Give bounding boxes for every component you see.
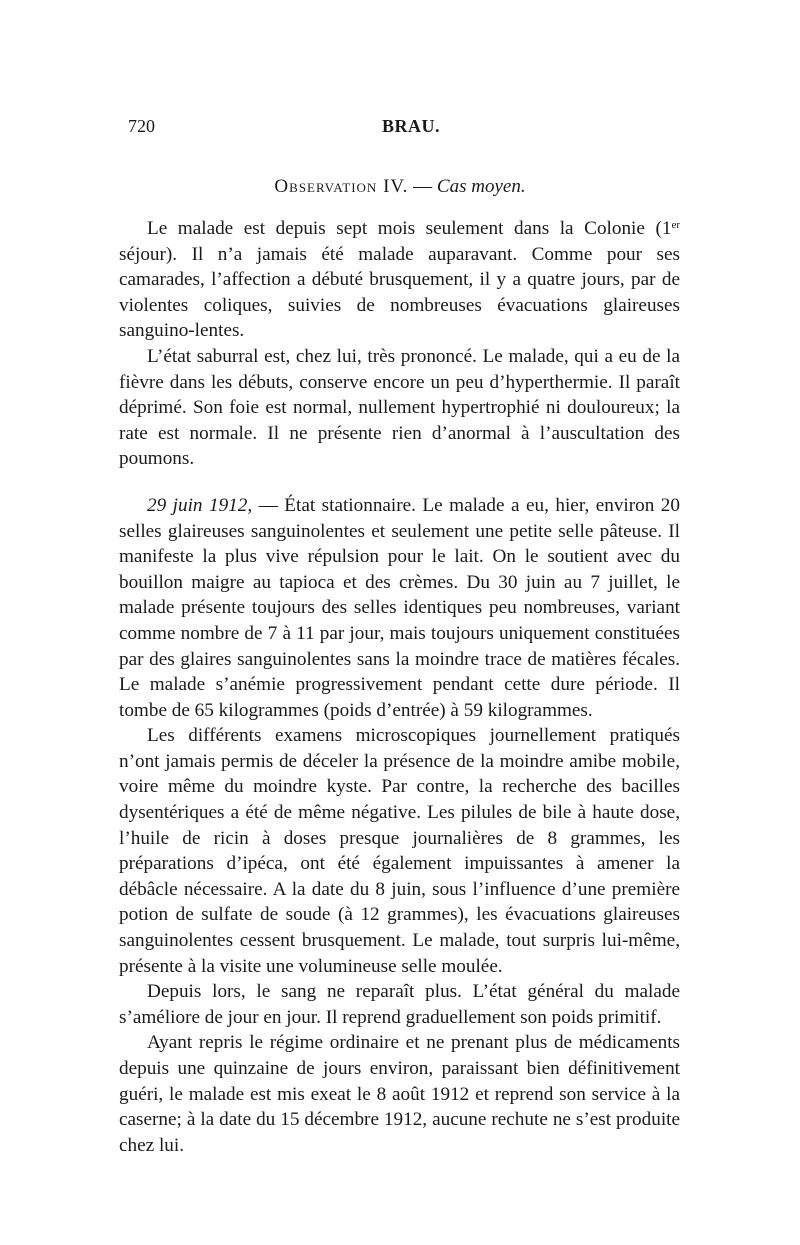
observation-heading [0, 176, 800, 198]
paragraph-evolution [119, 493, 680, 723]
paragraph-admission-part2: séjour). Il n’a jamais été malade auparavant. Comme pour ses camarades, l’affection a débuté brusquement, il y a quatre jours, par de violentes coliques, suivies de nombreuses évacuations glaireuses sanguino-lentes. [119, 243, 680, 342]
paragraph-recovery: Depuis lors, le sang ne reparaît plus. L’état général du malade s’améliore de jour en jour. Il reprend graduellement son poids primitif. [119, 981, 680, 1028]
observation-subtitle: Cas moyen. [436, 176, 526, 197]
ordinal-superscript: er [671, 219, 680, 231]
running-title: BRAU. [382, 116, 441, 136]
paragraph-admission-part1: Le malade est depuis sept mois seulement dans la Colonie (1 [147, 218, 672, 239]
observation-label: Observation IV. [274, 176, 409, 197]
entry-date: 29 juin 1912, [147, 494, 253, 516]
paragraph-examination: L’état saburral est, chez lui, très prononcé. Le malade, qui a eu de la fièvre dans les débuts, conserve encore un peu d’hyperthermie. Il paraît déprimé. Son foie est normal, nullement hypertrophié ni douloureux; la rate est normale. Il ne présente rien d’anormal à l’auscultation des poumons. [119, 345, 680, 470]
page-number: 720 [128, 116, 155, 136]
paragraph-evolution-text: — État stationnaire. Le malade a eu, hier, environ 20 selles glaireuses sanguinolentes et seulement une petite selle pâteuse. Il manifeste la plus vive répulsion pour le lait. On le soutient avec du bouillon maigre au tapioca et des crèmes. Du 30 juin au 7 juillet, le malade présente toujours des selles identiques peu nombreuses, variant comme nombre de 7 à 11 par jour, mais toujours uniquement constituées par des glaires sanguinolentes sans la moindre trace de matières fécales. Le malade s’anémie progressivement pendant cette dure période. Il tombe de 65 kilogrammes (poids d’entrée) à 59 kilogrammes. [119, 494, 680, 721]
paragraph-examinations: Les différents examens microscopiques journellement pratiqués n’ont jamais permis de déceler la présence de la moindre amibe mobile, voire même du moindre kyste. Par contre, la recherche des bacilles dysentériques a été de même négative. Les pilules de bile à haute dose, l’huile de ricin à doses presque journalières de 8 grammes, les préparations d’ipéca, ont été également impuissantes à amener la débâcle nécessaire. A la date du 8 juin, sous l’influence d’une première potion de sulfate de soude (à 12 grammes), les évacuations glaireuses sanguinolentes cessent brusquement. Le malade, tout surpris lui-même, présente à la visite une volumineuse selle moulée. [119, 725, 680, 977]
running-head [128, 116, 668, 140]
body-text [119, 216, 680, 1158]
observation-dash: — [408, 176, 437, 197]
paragraph-admission [119, 216, 680, 344]
paragraph-discharge: Ayant repris le régime ordinaire et ne prenant plus de médicaments depuis une quinzaine de jours environ, paraissant bien définitivement guéri, le malade est mis exeat le 8 août 1912 et reprend son service à la caserne; à la date du 15 décembre 1912, aucune rechute ne s’est produite chez lui. [119, 1032, 680, 1156]
